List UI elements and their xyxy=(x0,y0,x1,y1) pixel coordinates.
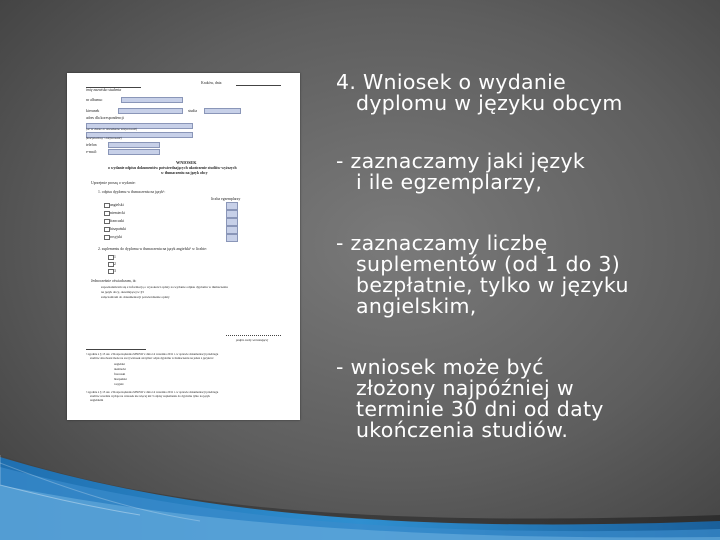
doc-declaration-1: Jednocześnie oświadczam, iż: xyxy=(91,279,137,283)
doc-footnote-2: ² zgodnie z § 13 ust. 2 Rozporządzenia MNiSW z dnia 14 września 2011 r. w sprawie dokumentacji przebiegu xyxy=(86,390,219,394)
doc-footnote-lang: hiszpański xyxy=(114,377,127,381)
doc-footnote-lang: niemiecki xyxy=(114,367,126,371)
doc-footnote-2b: studiów uczelnia wydaje na wniosek nie więcej niż 3 odpisy suplementu do dyplomu tylko na język xyxy=(90,394,210,398)
doc-footnote-2c: angielskim xyxy=(90,398,104,402)
bullet-2-line-2: i ile egzemplarzy, xyxy=(356,170,543,194)
doc-place-date: Kraków, dnia xyxy=(201,81,222,85)
doc-lang-label: angielski xyxy=(110,203,124,207)
doc-address-sub2: (kod pocztowy / miejscowość) xyxy=(86,136,122,140)
doc-copies-box xyxy=(226,218,238,226)
doc-declaration-2: zapoznałem/am się z informacją o wysokości opłaty za wydanie odpisu dyplomu w tłumaczeniu xyxy=(101,285,228,289)
doc-title: WNIOSEK xyxy=(176,160,197,165)
doc-lang-label: francuski xyxy=(110,219,125,223)
doc-name-label: imię nazwisko studenta xyxy=(86,88,122,92)
doc-supplement-count: 3 xyxy=(114,269,116,273)
bullet-4-line-2: złożony najpóźniej w xyxy=(356,376,574,400)
doc-lang-label: hiszpański xyxy=(110,227,127,231)
doc-email-label: e-mail: xyxy=(86,150,97,154)
doc-copies-box xyxy=(226,202,238,210)
bullet-3-line-1: - zaznaczamy liczbę xyxy=(336,231,548,255)
doc-studia-field xyxy=(204,108,241,114)
doc-kierunek-field xyxy=(118,108,183,114)
doc-item-2: 2. suplementu do dyplomu w tłumaczeniu na język angielski² w liczbie: xyxy=(98,247,208,251)
bullet-3-line-2: suplementów (od 1 do 3) xyxy=(356,252,621,276)
doc-footnote-lang: francuski xyxy=(114,372,126,376)
doc-studia-label: studia xyxy=(188,109,198,113)
doc-footnote-lang: angielski xyxy=(114,362,125,366)
doc-subtitle-2: w tłumaczeniu na język obcy xyxy=(161,171,208,175)
bullet-4-line-4: ukończenia studiów. xyxy=(356,418,569,442)
bullet-1-line-2: dyplomu w języku obcym xyxy=(356,91,623,115)
doc-declaration-4: załączam/am do dokumentacji potwierdzenie opłaty xyxy=(101,295,170,299)
bullet-2-line-1: - zaznaczamy jaki język xyxy=(336,149,586,173)
bullet-1 xyxy=(336,72,706,114)
doc-subtitle-1: o wydanie odpisu dokumentów potwierdzających ukończenie studiów wyższych xyxy=(108,166,237,170)
document-thumbnail xyxy=(86,78,286,408)
doc-kierunek-label: kierunek xyxy=(86,109,100,113)
bullet-3-line-3: bezpłatnie, tylko w języku xyxy=(356,273,629,297)
doc-footnote-1: ¹ zgodnie z § 13 ust. 2 Rozporządzenia MNiSW z dnia 14 września 2011 r. w sprawie dokumentacji przebiegu xyxy=(86,352,219,356)
doc-item-1: 1. odpisu dyplomu w tłumaczeniu na język¹: xyxy=(98,190,166,194)
doc-lang-label: niemiecki xyxy=(110,211,125,215)
doc-album-field xyxy=(121,97,183,103)
doc-declaration-3: na język obcy, określającej w §3 xyxy=(101,290,144,294)
bullet-4 xyxy=(336,357,706,441)
doc-lang-label: rosyjski xyxy=(110,235,123,239)
doc-footnote-rule xyxy=(86,349,146,350)
doc-copies-box xyxy=(226,210,238,218)
doc-signature-label: podpis osoby wnioskującej xyxy=(236,338,269,342)
doc-footnote-lang: rosyjski xyxy=(114,382,124,386)
bullet-3 xyxy=(336,233,706,317)
bullet-4-line-1: - wniosek może być xyxy=(336,355,544,379)
doc-telefon-label: telefon xyxy=(86,143,97,147)
bullet-3-line-4: angielskim, xyxy=(356,294,477,318)
doc-address-sub1: (ul/ nr domu/ nr mieszkania/ miejscowość) xyxy=(86,127,138,131)
doc-date-line xyxy=(236,85,281,86)
doc-copies-label: liczba egzemplarzy xyxy=(211,197,241,201)
doc-supplement-count: 2 xyxy=(114,262,116,266)
doc-footnote-1b: studiów absolwent może na swój wniosek otrzymać odpis dyplomu w tłumaczeniu na jeden z języków: xyxy=(90,356,214,360)
doc-email-field xyxy=(108,149,160,155)
bottom-decoration xyxy=(0,455,720,540)
bullet-4-line-3: terminie 30 dni od daty xyxy=(356,397,604,421)
doc-telefon-field xyxy=(108,142,160,148)
doc-copies-box xyxy=(226,234,238,242)
doc-request-label: Uprzejmie proszę o wydanie: xyxy=(91,181,136,185)
doc-adres-label: adres dla korespondencji xyxy=(86,116,124,120)
bullet-1-line-1: 4. Wniosek o wydanie xyxy=(336,70,567,94)
doc-signature-line xyxy=(226,335,281,336)
bullet-2 xyxy=(336,151,706,193)
doc-supplement-count: 1 xyxy=(114,255,116,259)
doc-copies-box xyxy=(226,226,238,234)
doc-album-label: nr albumu: xyxy=(86,98,103,102)
